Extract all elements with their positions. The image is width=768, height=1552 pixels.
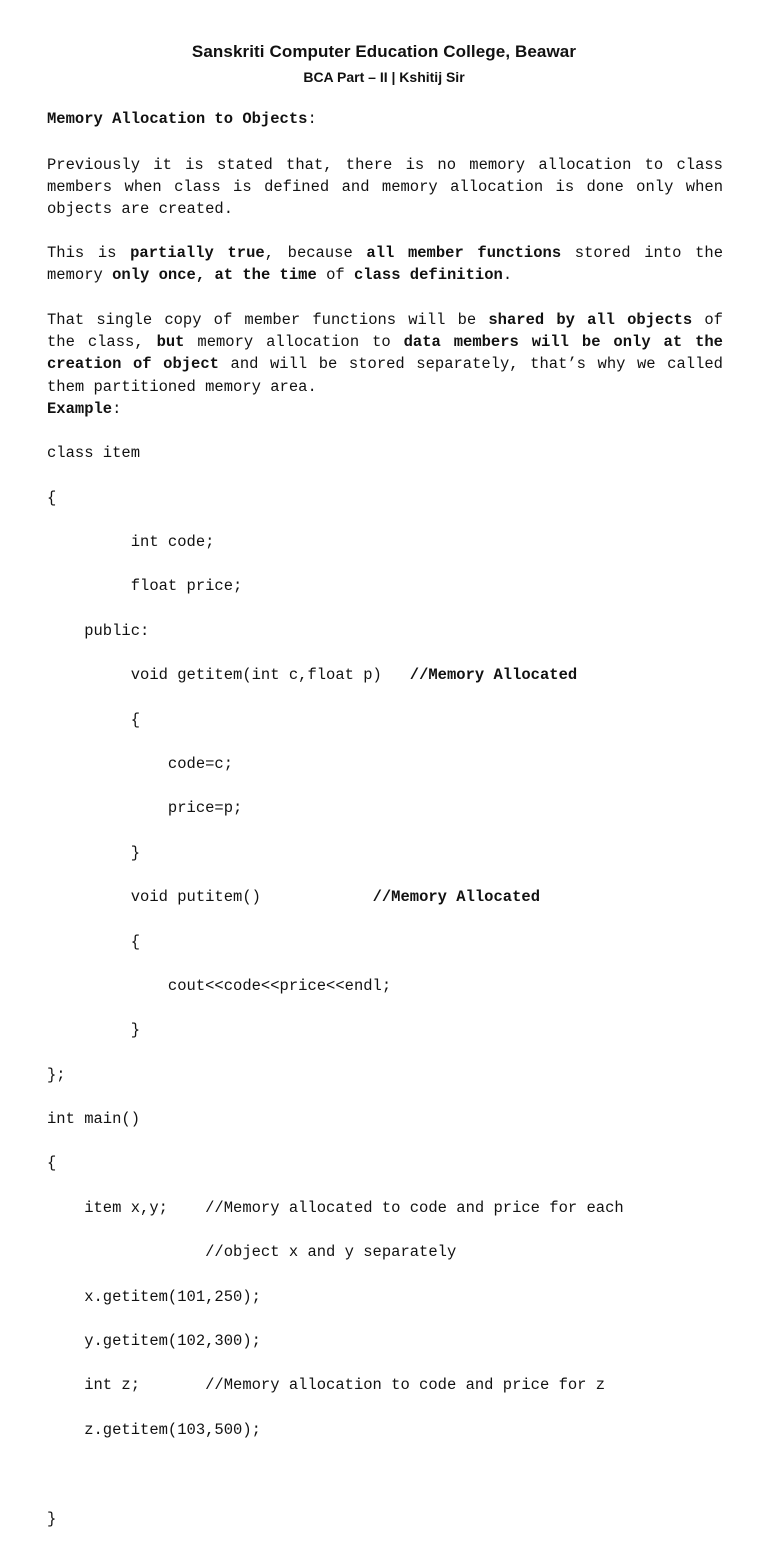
section-heading-colon: : <box>307 110 317 128</box>
document-title: Sanskriti Computer Education College, Beawar <box>191 42 577 61</box>
example-label-colon: : <box>112 400 122 418</box>
code-line <box>47 664 723 686</box>
code-line: } <box>47 1021 141 1040</box>
code-line: item x,y; //Memory allocated to code and price for each <box>47 1198 624 1217</box>
paragraph-3 <box>47 309 723 398</box>
code-line: class item <box>47 444 141 463</box>
code-line: }; <box>47 1065 66 1084</box>
para3-bold: shared by all objects <box>488 311 693 329</box>
code-line: //object x and y separately <box>47 1243 457 1262</box>
example-label <box>47 398 723 420</box>
code-line: float price; <box>47 577 243 596</box>
para3-bold: but <box>156 333 185 352</box>
example-label-text: Example <box>47 400 113 418</box>
code-line: cout<<code<<price<<endl; <box>47 976 392 995</box>
code-line: code=c; <box>47 754 234 773</box>
code-line: int z; //Memory allocation to code and price for z <box>47 1376 606 1395</box>
para2-bold: all member functions <box>366 244 562 262</box>
para2-text: stored into the memory <box>47 244 724 285</box>
para3-text: and will be stored separately, that’s why we called them partitioned memory area. <box>47 355 723 396</box>
para3-text: That single copy of member functions will be <box>47 311 489 329</box>
code-line: { <box>47 1154 57 1173</box>
code-line: { <box>47 710 141 729</box>
code-line: price=p; <box>47 799 243 818</box>
para2-text: of <box>316 266 354 285</box>
code-line: } <box>47 1509 57 1528</box>
para2-bold: partially true <box>130 244 265 262</box>
section-heading-text: Memory Allocation to Objects <box>47 110 308 128</box>
code-line: y.getitem(102,300); <box>47 1332 261 1351</box>
para2-text: This is <box>47 244 131 262</box>
para3-bold: data members will be only at the creation of object <box>47 333 723 374</box>
code-text: void putitem() <box>47 888 373 907</box>
code-text: void getitem(int c,float p) <box>47 666 410 685</box>
para3-text: of the class, <box>47 311 723 352</box>
document-subtitle: BCA Part – II | Kshitij Sir <box>303 69 465 85</box>
section-heading <box>47 108 723 130</box>
code-line: { <box>47 488 57 507</box>
code-block <box>47 420 723 1552</box>
code-line: int main() <box>47 1110 141 1129</box>
para2-text: . <box>502 266 513 285</box>
code-line: } <box>47 843 141 862</box>
para2-bold: class definition <box>353 266 503 285</box>
para2-bold: only once, at the time <box>112 266 317 285</box>
code-line: x.getitem(101,250); <box>47 1287 261 1306</box>
code-line <box>47 1463 723 1485</box>
code-line: z.getitem(103,500); <box>47 1420 261 1439</box>
paragraph-2 <box>47 242 723 286</box>
para3-text: memory allocation to <box>184 333 404 352</box>
code-line: int code; <box>47 532 215 551</box>
paragraph-1: Previously it is stated that, there is no memory allocation to class members when class is defined and memory allocation is done only when objects are created. <box>47 156 723 219</box>
para2-text: , because <box>264 244 367 262</box>
code-line: { <box>47 932 141 951</box>
code-line <box>47 886 723 908</box>
code-line: public: <box>47 621 150 640</box>
code-comment-bold: //Memory Allocated <box>409 666 578 685</box>
code-comment-bold: //Memory Allocated <box>372 888 540 907</box>
